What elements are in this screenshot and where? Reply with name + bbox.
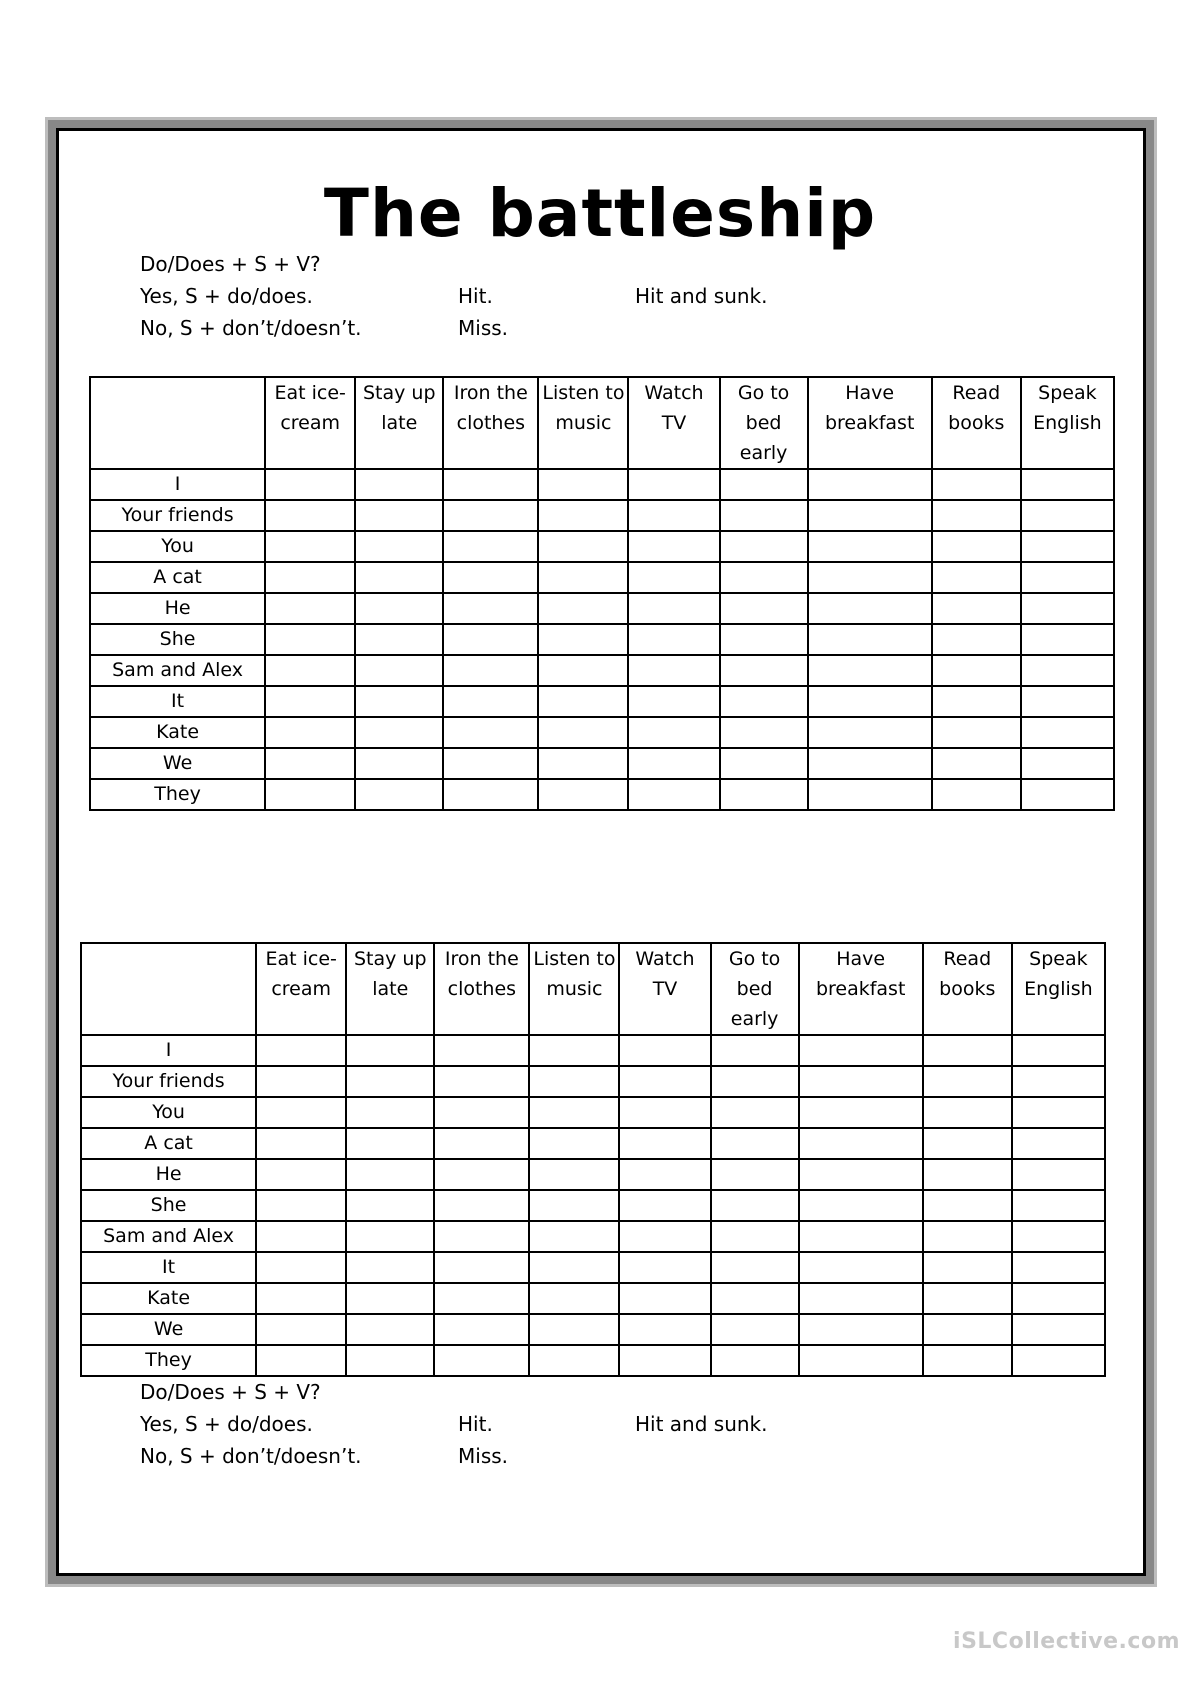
grid-cell[interactable] xyxy=(720,748,808,779)
column-header: Speak English xyxy=(1012,943,1105,1035)
row-label: It xyxy=(90,686,265,717)
table-row xyxy=(81,1159,1105,1190)
grid-cell[interactable] xyxy=(443,748,538,779)
table-row xyxy=(81,1066,1105,1097)
grid-cell[interactable] xyxy=(434,1314,529,1345)
grid-cell[interactable] xyxy=(443,717,538,748)
grid-cell[interactable] xyxy=(434,1128,529,1159)
grid-cell[interactable] xyxy=(434,1221,529,1252)
rule-question: Do/Does + S + V? xyxy=(140,252,321,276)
grid-cell[interactable] xyxy=(711,1221,799,1252)
row-label: A cat xyxy=(81,1128,256,1159)
grid-cell[interactable] xyxy=(799,1159,923,1190)
grid-cell[interactable] xyxy=(256,1159,346,1190)
grid-cell[interactable] xyxy=(799,1221,923,1252)
grid-cell[interactable] xyxy=(932,655,1021,686)
grid-cell[interactable] xyxy=(628,624,719,655)
grid-cell[interactable] xyxy=(628,686,719,717)
row-label: She xyxy=(81,1190,256,1221)
grid-cell[interactable] xyxy=(799,1066,923,1097)
grid-cell[interactable] xyxy=(529,1190,619,1221)
grid-cell[interactable] xyxy=(808,593,932,624)
grid-cell[interactable] xyxy=(923,1252,1012,1283)
row-label: You xyxy=(90,531,265,562)
grid-cell[interactable] xyxy=(932,686,1021,717)
battleship-grid-bottom xyxy=(80,942,1106,1377)
row-label: A cat xyxy=(90,562,265,593)
grid-cell[interactable] xyxy=(355,562,443,593)
grid-cell[interactable] xyxy=(720,500,808,531)
grid-cell[interactable] xyxy=(808,624,932,655)
grid-cell[interactable] xyxy=(799,1345,923,1376)
grid-cell[interactable] xyxy=(538,500,628,531)
grid-cell[interactable] xyxy=(720,531,808,562)
row-label: It xyxy=(81,1252,256,1283)
grid-cell[interactable] xyxy=(720,717,808,748)
grid-cell[interactable] xyxy=(434,1159,529,1190)
grid-cell[interactable] xyxy=(799,1097,923,1128)
grid-cell[interactable] xyxy=(529,1066,619,1097)
table-row xyxy=(90,624,1114,655)
column-header: Watch TV xyxy=(619,943,710,1035)
watermark-text: iSLCollective.com xyxy=(953,1629,1180,1654)
column-header: Listen to music xyxy=(538,377,628,469)
grid-cell[interactable] xyxy=(529,1252,619,1283)
grid-cell[interactable] xyxy=(808,562,932,593)
column-header: Eat ice-cream xyxy=(265,377,355,469)
column-header: Go to bed early xyxy=(720,377,808,469)
grid-cell[interactable] xyxy=(799,1035,923,1066)
grid-cell[interactable] xyxy=(1021,748,1114,779)
column-header: Read books xyxy=(932,377,1021,469)
table-row xyxy=(81,1097,1105,1128)
table-row xyxy=(90,469,1114,500)
grid-cell[interactable] xyxy=(538,593,628,624)
grid-cell[interactable] xyxy=(538,748,628,779)
table-row xyxy=(90,562,1114,593)
grid-cell[interactable] xyxy=(346,1035,434,1066)
column-header: Have breakfast xyxy=(808,377,932,469)
grid-cell[interactable] xyxy=(256,1314,346,1345)
rule-no: No, S + don’t/doesn’t. xyxy=(140,1444,362,1468)
grid-cell[interactable] xyxy=(1021,469,1114,500)
rule-yes: Yes, S + do/does. xyxy=(140,284,313,308)
grid-cell[interactable] xyxy=(808,500,932,531)
grid-cell[interactable] xyxy=(355,655,443,686)
grid-cell[interactable] xyxy=(443,593,538,624)
grid-cell[interactable] xyxy=(346,1159,434,1190)
grid-cell[interactable] xyxy=(628,593,719,624)
grid-cell[interactable] xyxy=(619,1159,710,1190)
grid-cell[interactable] xyxy=(529,1283,619,1314)
grid-cell[interactable] xyxy=(256,1283,346,1314)
grid-cell[interactable] xyxy=(256,1097,346,1128)
grid-cell[interactable] xyxy=(1012,1128,1105,1159)
grid-cell[interactable] xyxy=(265,779,355,810)
grid-cell[interactable] xyxy=(1021,562,1114,593)
row-label: We xyxy=(81,1314,256,1345)
table-row xyxy=(90,686,1114,717)
page-title: The battleship xyxy=(323,175,877,252)
grid-cell[interactable] xyxy=(1021,624,1114,655)
grid-cell[interactable] xyxy=(346,1066,434,1097)
grid-cell[interactable] xyxy=(923,1314,1012,1345)
grid-cell[interactable] xyxy=(711,1345,799,1376)
grid-cell[interactable] xyxy=(932,593,1021,624)
grid-cell[interactable] xyxy=(619,1190,710,1221)
grid-cell[interactable] xyxy=(443,562,538,593)
grid-cell[interactable] xyxy=(720,593,808,624)
grid-cell[interactable] xyxy=(1012,1035,1105,1066)
table-row xyxy=(81,1035,1105,1066)
column-header: Stay up late xyxy=(355,377,443,469)
rules-bottom xyxy=(140,1376,940,1472)
grid-cell[interactable] xyxy=(932,748,1021,779)
grid-cell[interactable] xyxy=(720,469,808,500)
row-label: I xyxy=(90,469,265,500)
column-header: Stay up late xyxy=(346,943,434,1035)
row-label: He xyxy=(81,1159,256,1190)
grid-cell[interactable] xyxy=(711,1066,799,1097)
grid-cell[interactable] xyxy=(628,748,719,779)
grid-cell[interactable] xyxy=(1021,779,1114,810)
grid-cell[interactable] xyxy=(443,779,538,810)
grid-cell[interactable] xyxy=(619,1283,710,1314)
grid-cell[interactable] xyxy=(628,717,719,748)
grid-cell[interactable] xyxy=(711,1190,799,1221)
grid-cell[interactable] xyxy=(434,1190,529,1221)
grid-cell[interactable] xyxy=(711,1159,799,1190)
grid-cell[interactable] xyxy=(628,562,719,593)
rule-question: Do/Does + S + V? xyxy=(140,1380,321,1404)
grid-cell[interactable] xyxy=(923,1221,1012,1252)
table-row xyxy=(90,655,1114,686)
grid-cell[interactable] xyxy=(346,1097,434,1128)
grid-cell[interactable] xyxy=(256,1221,346,1252)
grid-cell[interactable] xyxy=(346,1283,434,1314)
rule-yes: Yes, S + do/does. xyxy=(140,1412,313,1436)
grid-cell[interactable] xyxy=(923,1345,1012,1376)
grid-cell[interactable] xyxy=(619,1066,710,1097)
grid-cell[interactable] xyxy=(720,562,808,593)
grid-cell[interactable] xyxy=(1012,1097,1105,1128)
column-header: Iron the clothes xyxy=(434,943,529,1035)
rule-miss: Miss. xyxy=(458,316,509,340)
grid-cell[interactable] xyxy=(711,1314,799,1345)
grid-cell[interactable] xyxy=(1012,1283,1105,1314)
column-header: Iron the clothes xyxy=(443,377,538,469)
grid-cell[interactable] xyxy=(1021,531,1114,562)
row-label: Sam and Alex xyxy=(81,1221,256,1252)
grid-cell[interactable] xyxy=(619,1345,710,1376)
grid-cell[interactable] xyxy=(346,1252,434,1283)
column-header: Speak English xyxy=(1021,377,1114,469)
grid-cell[interactable] xyxy=(1012,1314,1105,1345)
grid-cell[interactable] xyxy=(711,1283,799,1314)
grid-cell[interactable] xyxy=(932,562,1021,593)
grid-cell[interactable] xyxy=(923,1190,1012,1221)
grid-cell[interactable] xyxy=(1021,593,1114,624)
grid-cell[interactable] xyxy=(932,500,1021,531)
grid-cell[interactable] xyxy=(443,624,538,655)
grid-cell[interactable] xyxy=(529,1345,619,1376)
grid-cell[interactable] xyxy=(355,779,443,810)
column-header: Have breakfast xyxy=(799,943,923,1035)
grid-cell[interactable] xyxy=(619,1252,710,1283)
grid-cell[interactable] xyxy=(720,686,808,717)
row-label: He xyxy=(90,593,265,624)
rule-hit-and-sunk: Hit and sunk. xyxy=(635,284,768,308)
grid-cell[interactable] xyxy=(256,1190,346,1221)
grid-cell[interactable] xyxy=(720,779,808,810)
grid-cell[interactable] xyxy=(529,1314,619,1345)
grid-cell[interactable] xyxy=(265,469,355,500)
header-row xyxy=(81,943,1105,1035)
grid-cell[interactable] xyxy=(265,593,355,624)
grid-cell[interactable] xyxy=(443,500,538,531)
grid-cell[interactable] xyxy=(538,469,628,500)
grid-cell[interactable] xyxy=(434,1097,529,1128)
grid-cell[interactable] xyxy=(932,531,1021,562)
grid-cell[interactable] xyxy=(265,531,355,562)
rule-miss: Miss. xyxy=(458,1444,509,1468)
table-row xyxy=(81,1283,1105,1314)
row-label: I xyxy=(81,1035,256,1066)
rule-no: No, S + don’t/doesn’t. xyxy=(140,316,362,340)
rule-hit: Hit. xyxy=(458,1412,493,1436)
grid-cell[interactable] xyxy=(355,500,443,531)
grid-cell[interactable] xyxy=(628,779,719,810)
column-header: Watch TV xyxy=(628,377,719,469)
grid-cell[interactable] xyxy=(355,469,443,500)
grid-cell[interactable] xyxy=(529,1159,619,1190)
row-label: They xyxy=(81,1345,256,1376)
grid-cell[interactable] xyxy=(932,779,1021,810)
grid-cell[interactable] xyxy=(256,1035,346,1066)
table-row xyxy=(90,748,1114,779)
row-label: Your friends xyxy=(90,500,265,531)
grid-cell[interactable] xyxy=(923,1128,1012,1159)
grid-cell[interactable] xyxy=(628,500,719,531)
header-row xyxy=(90,377,1114,469)
grid-cell[interactable] xyxy=(355,531,443,562)
battleship-grid-top xyxy=(89,376,1115,811)
grid-cell[interactable] xyxy=(355,624,443,655)
grid-cell[interactable] xyxy=(256,1128,346,1159)
grid-cell[interactable] xyxy=(619,1128,710,1159)
grid-cell[interactable] xyxy=(932,717,1021,748)
row-label: We xyxy=(90,748,265,779)
column-header: Eat ice-cream xyxy=(256,943,346,1035)
corner-cell xyxy=(81,943,256,1035)
grid-cell[interactable] xyxy=(346,1190,434,1221)
grid-cell[interactable] xyxy=(1021,686,1114,717)
table-row xyxy=(90,593,1114,624)
grid-cell[interactable] xyxy=(932,469,1021,500)
grid-cell[interactable] xyxy=(265,717,355,748)
grid-cell[interactable] xyxy=(443,469,538,500)
grid-cell[interactable] xyxy=(1012,1252,1105,1283)
table-row xyxy=(90,779,1114,810)
grid-cell[interactable] xyxy=(808,469,932,500)
grid-cell[interactable] xyxy=(434,1252,529,1283)
grid-cell[interactable] xyxy=(932,624,1021,655)
grid-cell[interactable] xyxy=(529,1097,619,1128)
grid-cell[interactable] xyxy=(529,1128,619,1159)
table-row xyxy=(81,1190,1105,1221)
grid-cell[interactable] xyxy=(443,655,538,686)
row-label: Sam and Alex xyxy=(90,655,265,686)
rule-hit-and-sunk: Hit and sunk. xyxy=(635,1412,768,1436)
grid-cell[interactable] xyxy=(808,717,932,748)
grid-cell[interactable] xyxy=(346,1314,434,1345)
grid-cell[interactable] xyxy=(256,1066,346,1097)
table-row xyxy=(81,1345,1105,1376)
grid-cell[interactable] xyxy=(538,717,628,748)
grid-cell[interactable] xyxy=(799,1128,923,1159)
grid-cell[interactable] xyxy=(1012,1190,1105,1221)
grid-cell[interactable] xyxy=(434,1035,529,1066)
grid-cell[interactable] xyxy=(619,1314,710,1345)
table-row xyxy=(81,1128,1105,1159)
grid-cell[interactable] xyxy=(443,686,538,717)
grid-cell[interactable] xyxy=(1021,717,1114,748)
grid-cell[interactable] xyxy=(1012,1221,1105,1252)
grid-cell[interactable] xyxy=(346,1128,434,1159)
row-label: You xyxy=(81,1097,256,1128)
grid-cell[interactable] xyxy=(265,562,355,593)
grid-cell[interactable] xyxy=(434,1066,529,1097)
column-header: Read books xyxy=(923,943,1012,1035)
table-row xyxy=(81,1314,1105,1345)
grid-cell[interactable] xyxy=(355,593,443,624)
grid-cell[interactable] xyxy=(256,1345,346,1376)
grid-cell[interactable] xyxy=(443,531,538,562)
grid-cell[interactable] xyxy=(538,779,628,810)
grid-cell[interactable] xyxy=(619,1035,710,1066)
corner-cell xyxy=(90,377,265,469)
grid-cell[interactable] xyxy=(720,624,808,655)
grid-cell[interactable] xyxy=(808,779,932,810)
grid-cell[interactable] xyxy=(619,1221,710,1252)
row-label: They xyxy=(90,779,265,810)
grid-cell[interactable] xyxy=(1012,1345,1105,1376)
grid-cell[interactable] xyxy=(628,531,719,562)
grid-cell[interactable] xyxy=(799,1314,923,1345)
grid-cell[interactable] xyxy=(538,531,628,562)
rules-top xyxy=(140,248,940,344)
grid-cell[interactable] xyxy=(355,717,443,748)
rule-hit: Hit. xyxy=(458,284,493,308)
grid-cell[interactable] xyxy=(1021,500,1114,531)
grid-cell[interactable] xyxy=(799,1283,923,1314)
grid-cell[interactable] xyxy=(1021,655,1114,686)
grid-cell[interactable] xyxy=(808,655,932,686)
table-row xyxy=(90,500,1114,531)
grid-cell[interactable] xyxy=(265,748,355,779)
row-label: Kate xyxy=(90,717,265,748)
grid-cell[interactable] xyxy=(529,1221,619,1252)
grid-cell[interactable] xyxy=(808,748,932,779)
grid-cell[interactable] xyxy=(346,1221,434,1252)
grid-cell[interactable] xyxy=(355,748,443,779)
grid-cell[interactable] xyxy=(434,1283,529,1314)
table-row xyxy=(90,531,1114,562)
grid-cell[interactable] xyxy=(711,1035,799,1066)
grid-cell[interactable] xyxy=(538,686,628,717)
grid-cell[interactable] xyxy=(434,1345,529,1376)
grid-cell[interactable] xyxy=(923,1097,1012,1128)
grid-cell[interactable] xyxy=(265,624,355,655)
grid-cell[interactable] xyxy=(355,686,443,717)
grid-cell[interactable] xyxy=(711,1097,799,1128)
grid-cell[interactable] xyxy=(799,1252,923,1283)
grid-cell[interactable] xyxy=(628,469,719,500)
grid-cell[interactable] xyxy=(538,624,628,655)
grid-cell[interactable] xyxy=(799,1190,923,1221)
row-label: She xyxy=(90,624,265,655)
grid-cell[interactable] xyxy=(711,1128,799,1159)
grid-cell[interactable] xyxy=(265,500,355,531)
grid-cell[interactable] xyxy=(923,1159,1012,1190)
grid-cell[interactable] xyxy=(923,1035,1012,1066)
grid-cell[interactable] xyxy=(808,531,932,562)
grid-cell[interactable] xyxy=(538,562,628,593)
grid-cell[interactable] xyxy=(256,1252,346,1283)
column-header: Listen to music xyxy=(529,943,619,1035)
table-row xyxy=(90,717,1114,748)
column-header: Go to bed early xyxy=(711,943,799,1035)
grid-cell[interactable] xyxy=(619,1097,710,1128)
grid-cell[interactable] xyxy=(265,655,355,686)
table-row xyxy=(81,1221,1105,1252)
grid-cell[interactable] xyxy=(346,1345,434,1376)
grid-cell[interactable] xyxy=(265,686,355,717)
grid-cell[interactable] xyxy=(529,1035,619,1066)
grid-cell[interactable] xyxy=(1012,1159,1105,1190)
grid-cell[interactable] xyxy=(1012,1066,1105,1097)
grid-cell[interactable] xyxy=(720,655,808,686)
grid-cell[interactable] xyxy=(628,655,719,686)
grid-cell[interactable] xyxy=(808,686,932,717)
grid-cell[interactable] xyxy=(923,1066,1012,1097)
grid-cell[interactable] xyxy=(538,655,628,686)
grid-cell[interactable] xyxy=(711,1252,799,1283)
table-row xyxy=(81,1252,1105,1283)
row-label: Kate xyxy=(81,1283,256,1314)
row-label: Your friends xyxy=(81,1066,256,1097)
grid-cell[interactable] xyxy=(923,1283,1012,1314)
